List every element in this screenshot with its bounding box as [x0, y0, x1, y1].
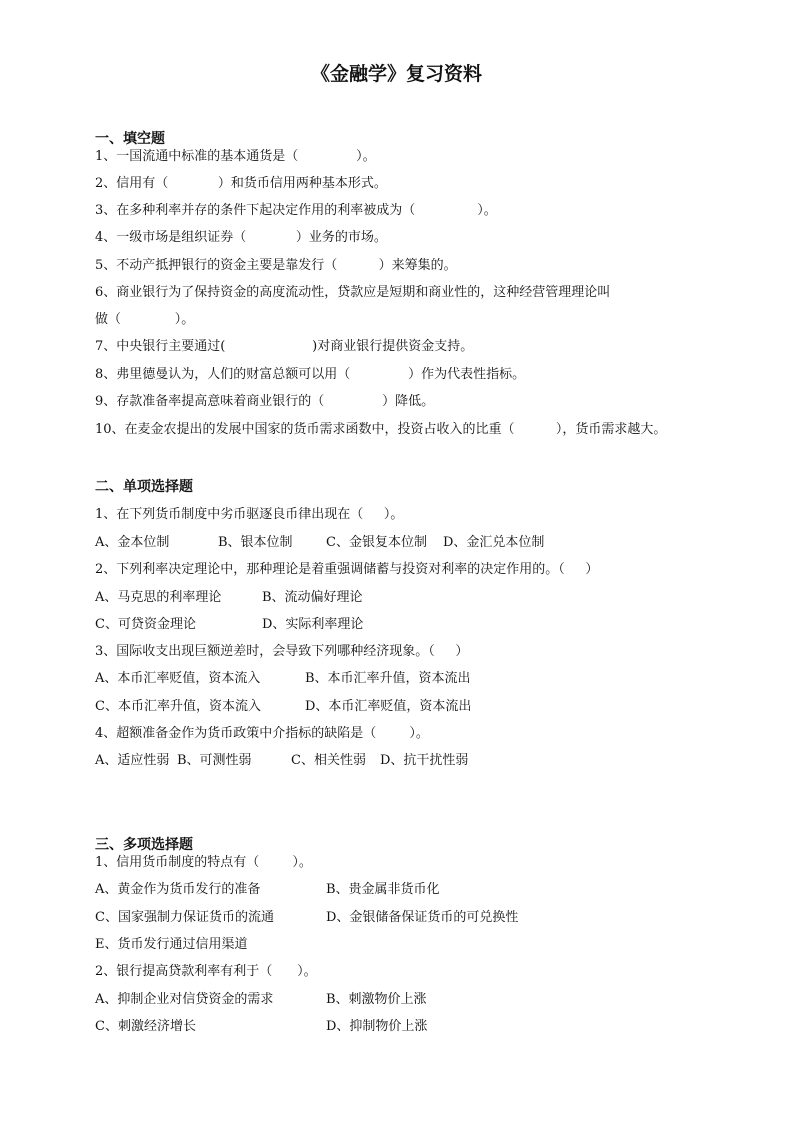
option: B、银本位制 [218, 535, 293, 550]
option: B、本币汇率升值，资本流出 [305, 671, 471, 686]
question-line: 做（ ）。 [95, 312, 195, 327]
option: A、金本位制 [95, 535, 170, 550]
option: B、刺激物价上涨 [326, 992, 427, 1007]
question-stem: 1、信用货币制度的特点有（ ）。 [95, 855, 312, 870]
option: C、本币汇率升值，资本流入 [95, 699, 261, 714]
option: C、国家强制力保证货币的流通 [95, 910, 274, 925]
question-line: 4、一级市场是组织证券（ ）业务的市场。 [95, 230, 387, 245]
question-stem: 2、下列利率决定理论中，那种理论是着重强调储蓄与投资对利率的决定作用的。（ ） [95, 562, 599, 577]
option: B、可测性弱 [177, 753, 252, 768]
option: E、货币发行通过信用渠道 [95, 937, 248, 952]
question-line: 9、存款准备率提高意味着商业银行的（ ）降低。 [95, 394, 435, 409]
option: C、金银复本位制 [326, 535, 427, 550]
option: B、流动偏好理论 [262, 590, 363, 605]
option: A、抑制企业对信贷资金的需求 [95, 992, 274, 1007]
question-line: 3、在多种利率并存的条件下起决定作用的利率被成为（ ）。 [95, 203, 497, 218]
question-stem: 3、国际收支出现巨额逆差时，会导致下列哪种经济现象。（ ） [95, 644, 469, 659]
option: A、黄金作为货币发行的准备 [95, 882, 261, 897]
option: D、本币汇率贬值，资本流出 [305, 699, 472, 714]
question-line: 1、一国流通中标准的基本通货是（ ）。 [95, 149, 376, 164]
section-heading-single-choice: 二、单项选择题 [95, 479, 193, 495]
option: D、实际利率理论 [262, 617, 364, 632]
option: D、金银储备保证货币的可兑换性 [326, 910, 519, 925]
option: A、马克思的利率理论 [95, 590, 222, 605]
option: C、可贷资金理论 [95, 617, 196, 632]
question-line: 2、信用有（ ）和货币信用两种基本形式。 [95, 176, 387, 191]
option: D、抗干扰性弱 [380, 753, 469, 768]
option: D、金汇兑本位制 [443, 535, 545, 550]
section-heading-multiple-choice: 三、多项选择题 [95, 837, 193, 853]
option: A、本币汇率贬值，资本流入 [95, 671, 261, 686]
question-line: 10、在麦金农提出的发展中国家的货币需求函数中，投资占收入的比重（ ），货币需求越大。 [95, 422, 667, 437]
question-line: 6、商业银行为了保持资金的高度流动性，贷款应是短期和商业性的，这种经营管理理论叫 [95, 285, 611, 300]
option: A、适应性弱 [95, 753, 170, 768]
option: B、贵金属非货币化 [326, 882, 440, 897]
question-line: 8、弗里德曼认为，人们的财富总额可以用（ ）作为代表性指标。 [95, 367, 526, 382]
option: C、刺激经济增长 [95, 1019, 196, 1034]
option: D、抑制物价上涨 [326, 1019, 428, 1034]
question-stem: 1、在下列货币制度中劣币驱逐良币律出现在（ ）。 [95, 507, 404, 522]
question-line: 5、不动产抵押银行的资金主要是靠发行（ ）来筹集的。 [95, 258, 457, 273]
question-stem: 4、超额准备金作为货币政策中介指标的缺陷是（ ）。 [95, 726, 429, 741]
document-title: 《金融学》复习资料 [310, 63, 482, 85]
section-heading-fill-in: 一、填空题 [95, 131, 165, 147]
question-line: 7、中央银行主要通过( )对商业银行提供资金支持。 [95, 339, 474, 354]
option: C、相关性弱 [291, 753, 366, 768]
question-stem: 2、银行提高贷款利率有利于（ ）。 [95, 964, 317, 979]
